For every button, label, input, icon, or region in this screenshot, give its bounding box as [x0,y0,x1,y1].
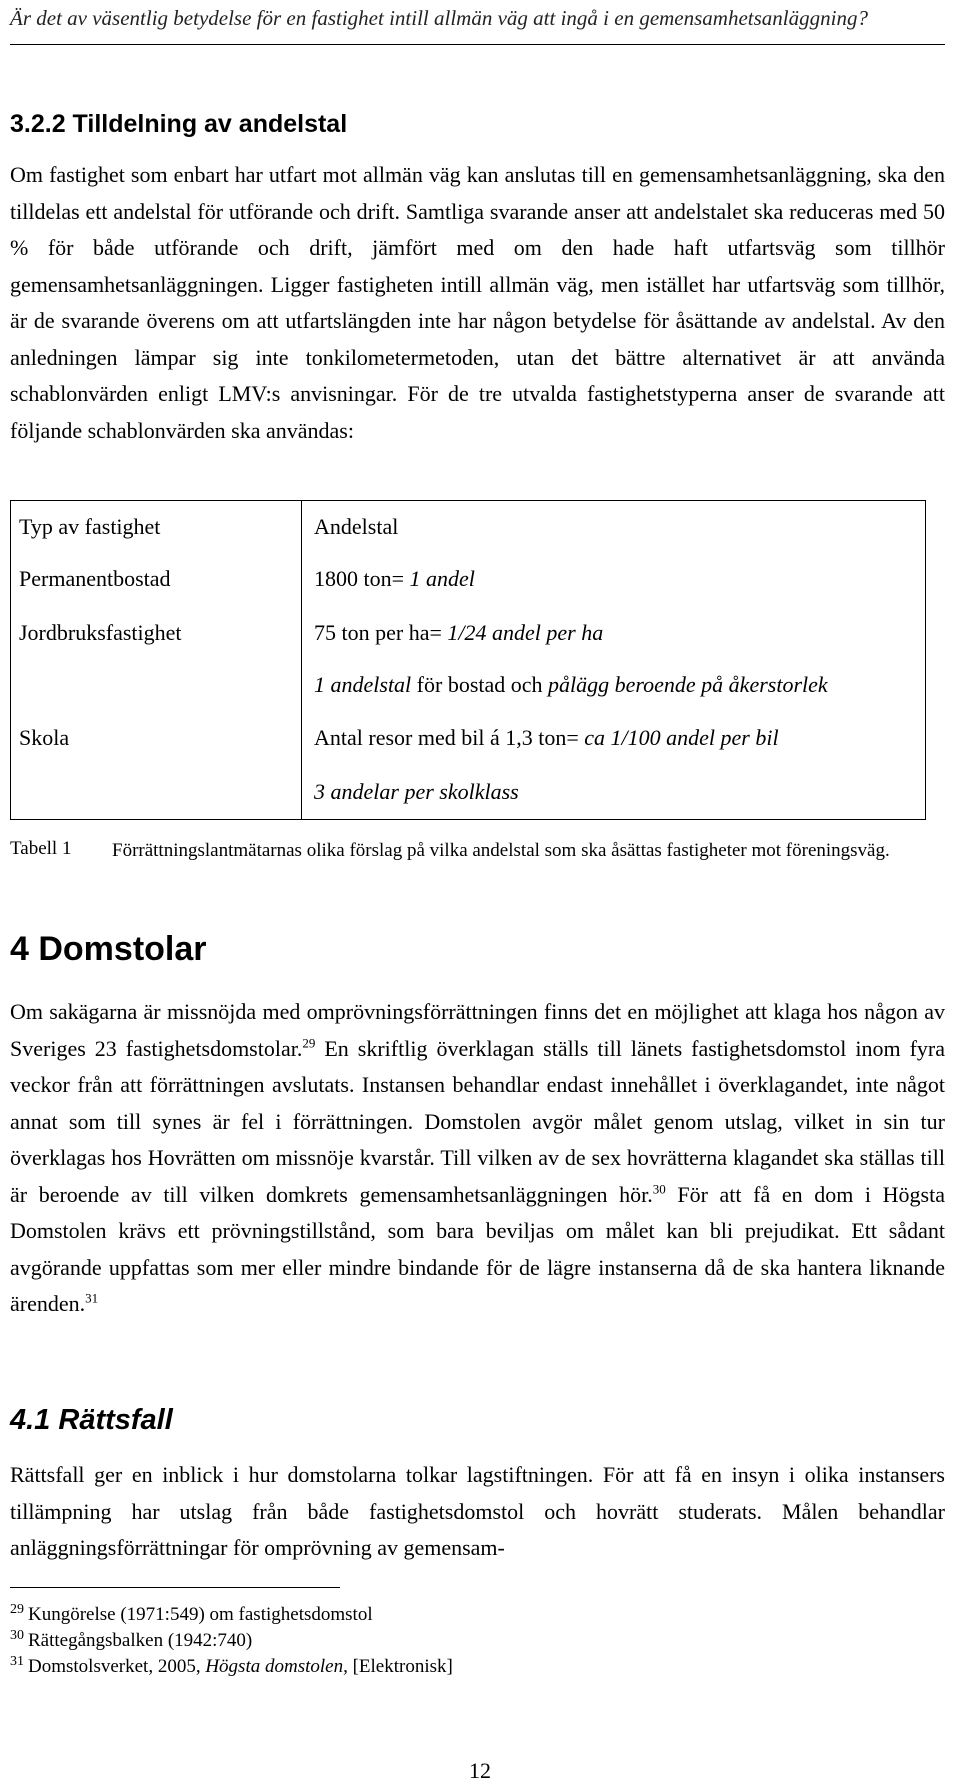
section-heading-3-2-2: 3.2.2 Tilldelning av andelstal [10,110,348,138]
table-row [11,552,926,606]
table-cell [11,765,302,820]
footnote-number: 29 [10,1601,24,1617]
cell-italic-text: 1 andelstal [314,672,412,697]
table-row [11,765,926,820]
table-cell [11,659,302,711]
table-cell [302,659,926,711]
paragraph-text: Om sakägarna är missnöjda med omprövningsförrättningen finns det en möjlighet att klaga hos någon av Sveriges 23 fastighetsdomstolar. [10,999,945,1061]
footnote-rule [10,1587,340,1588]
paragraph-text: En skriftlig överklagan ställs till länets fastighetsdomstol inom fyra veckor från att förrättningen avslutats. Instansen behandlar endast innehållet i överklagandet, inte något annat som till synes är fel i förrättningen. Domstolen avgör målet genom utslag, vilket in sin tur överklagas hos Hovrätten om missnöje kvarstår. Till vilken av de sex hovrätterna klagandet ska ställas till är beroende av till vilken domkrets gemensamhetsanläggningen hör. [10,1035,945,1207]
section-heading-4-1: 4.1 Rättsfall [10,1404,173,1436]
table-header-row [11,501,926,553]
footnote-text: [Elektronisk] [347,1656,453,1677]
table-row [11,606,926,659]
footnote-ref[interactable]: 31 [85,1290,99,1306]
footnote-31 [10,1653,453,1678]
page-number: 12 [469,1758,491,1783]
footnote-italic-text: Högsta domstolen, [205,1656,348,1677]
table-cell: Skola [11,711,302,765]
footnote-text: Rättegångsbalken (1942:740) [28,1630,253,1651]
header-rule [10,44,945,45]
paragraph-andelstal: Om fastighet som enbart har utfart mot allmän väg kan anslutas till en gemensamhetsanläggning, ska den tilldelas ett andelstal för utförande och drift. Samtliga svarande anser att andelstalet ska reduceras med 50 % för både utförande och drift, jämfört med om den hade haft utfartsväg som tillhör gemensamhetsanläggningen. Ligger fastigheten intill allmän väg, men istället har utfartsväg som tillhör, är de svarande överens om att utfartslängden inte har någon betydelse för åsättande av andelstal. Av den anledningen lämpar sig inte tonkilometermetoden, utan det bättre alternativet är att använda schablonvärden enligt LMV:s anvisningar. För de tre utvalda fastighetstyperna anser de svarande att följande schablonvärden ska användas: [10,162,945,443]
table-cell [302,711,926,765]
footnote-number: 30 [10,1627,24,1643]
paragraph-text: För att få en dom i Högsta Domstolen krävs ett prövningstillstånd, som bara beviljas om målet kan bli prejudikat. Ett sådant avgörande uppfattas som mer eller mindre bindande för de lägre instanserna då de ska hantera liknande ärenden. [10,1181,945,1316]
footnote-ref[interactable]: 30 [652,1181,666,1197]
table-cell: Permanentbostad [11,552,302,606]
table-row [11,711,926,765]
table-header-cell: Andelstal [302,501,926,553]
footnote-30 [10,1627,253,1652]
footnote-ref[interactable]: 29 [302,1035,316,1051]
cell-italic-text: pålägg beroende på åkerstorlek [548,672,828,697]
table-row [11,659,926,711]
table-header-cell: Typ av fastighet [11,501,302,553]
cell-text: för bostad och [411,672,549,697]
section-heading-4: 4 Domstolar [10,930,207,968]
running-header: Är det av väsentlig betydelse för en fastighet intill allmän väg att ingå i en gemensamhetsanläggning? [10,6,868,30]
cell-italic-text: 3 andelar per skolklass [314,779,519,804]
footnote-text: Kungörelse (1971:549) om fastighetsdomstol [28,1604,373,1625]
cell-text: 75 ton per ha= [314,619,448,645]
cell-text: Antal resor med bil á 1,3 ton= [314,725,585,750]
cell-italic-text: 1/24 andel per ha [447,619,604,645]
table-caption-label: Tabell 1 [10,838,72,859]
table-cell [302,765,926,820]
table-cell [302,606,926,659]
footnote-number: 31 [10,1653,24,1669]
paragraph-rattsfall: Rättsfall ger en inblick i hur domstolarna tolkar lagstiftningen. För att få en insyn i olika instansers tillämpning har utslag från både fastighetsdomstol och hovrätt studerats. Målen behandlar anläggningsförrättningar för omprövning av gemensam- [10,1462,945,1560]
paragraph-domstolar [10,994,945,1323]
andelstal-table [10,500,926,820]
cell-italic-text: 1 andel [409,566,475,591]
cell-italic-text: ca 1/100 andel per bil [584,725,779,750]
table-caption-text: Förrättningslantmätarnas olika förslag på vilka andelstal som ska åsättas fastigheter mot föreningsväg. [112,840,890,861]
footnote-text: Domstolsverket, 2005, [28,1656,206,1677]
cell-text: 1800 ton= [314,566,410,591]
footnote-29 [10,1601,373,1626]
table-cell [302,552,926,606]
table-cell: Jordbruksfastighet [11,606,302,659]
